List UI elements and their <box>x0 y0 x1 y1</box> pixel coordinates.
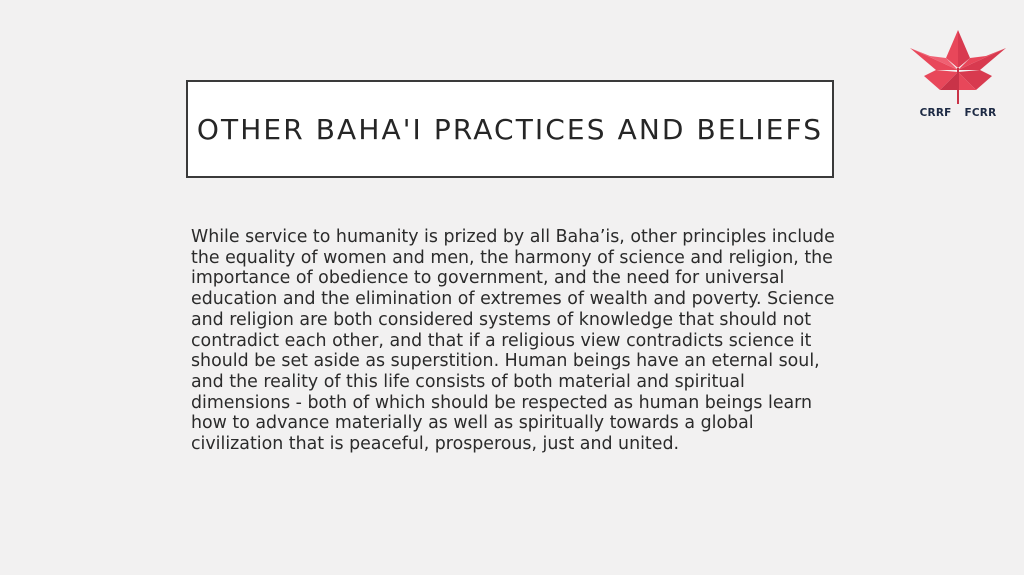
title-box <box>186 80 834 178</box>
slide-body-text: While service to humanity is prized by all Baha’is, other principles include the equality of women and men, the harmony of science and religion, the importance of obedience to government, and the need for universal education and the elimination of extremes of wealth and poverty. Science and religion are both considered systems of knowledge that should not contradict each other, and that if a religious view contradicts science it should be set aside as superstition. Human beings have an eternal soul, and the reality of this life consists of both material and spiritual dimensions - both of which should be respected as human beings learn how to advance materially as well as spiritually towards a global civilization that is peaceful, prosperous, just and united. <box>191 227 835 455</box>
maple-leaf-icon <box>906 28 1010 108</box>
slide-title: OTHER BAHA'I PRACTICES AND BELIEFS <box>196 112 824 146</box>
logo-right-label: FCRR <box>964 107 997 119</box>
logo-left-label: CRRF <box>919 107 952 119</box>
crrf-logo <box>906 28 1010 124</box>
